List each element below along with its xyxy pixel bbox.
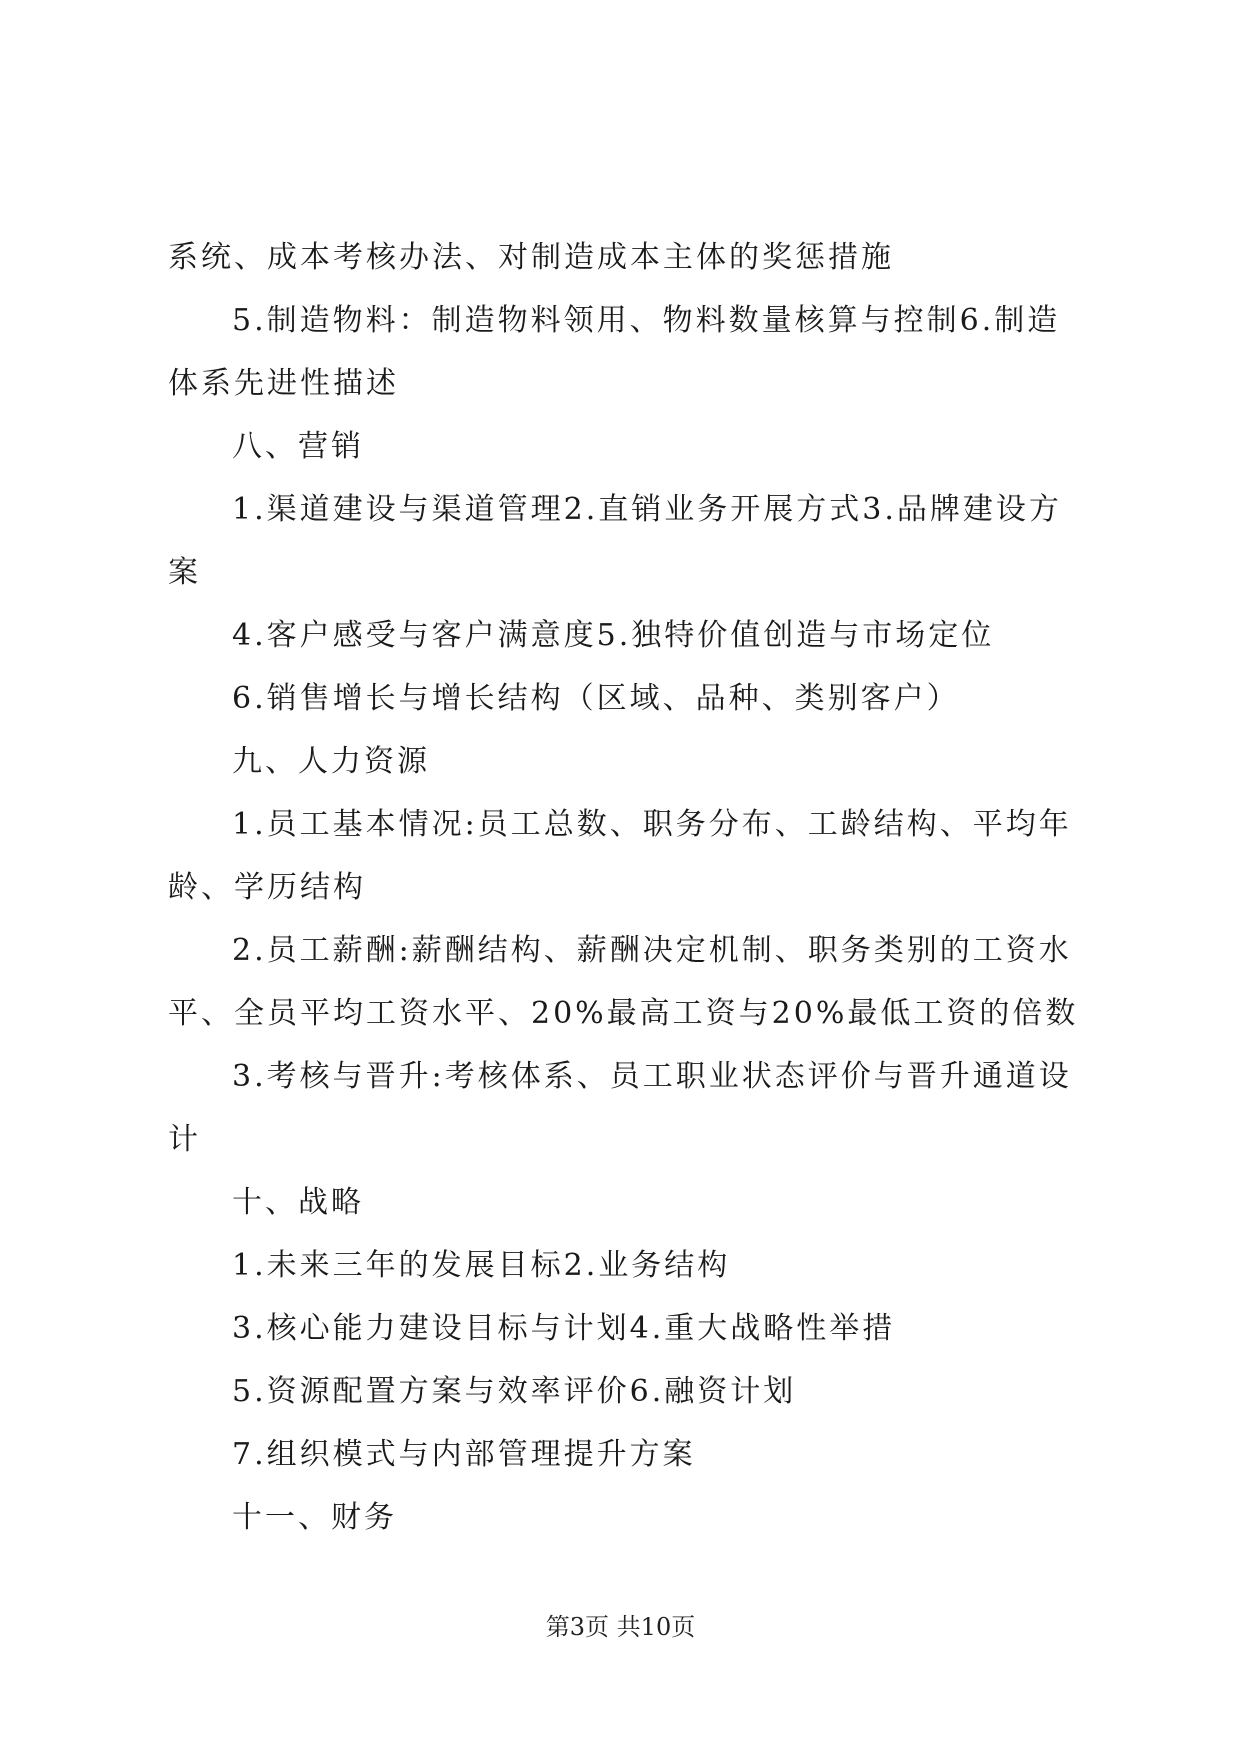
body-text-line: 7.组织模式与内部管理提升方案 [232, 1437, 696, 1472]
section-heading: 八、营销 [232, 429, 364, 464]
body-text-line: 5.制造物料：制造物料领用、物料数量核算与控制6.制造 [232, 303, 1061, 338]
body-text-line: 1.员工基本情况:员工总数、职务分布、工龄结构、平均年 [232, 807, 1072, 842]
body-text-line: 系统、成本考核办法、对制造成本主体的奖惩措施 [168, 240, 894, 275]
section-heading: 九、人力资源 [232, 744, 430, 779]
page-footer: 第3页 共10页 [545, 1613, 696, 1641]
body-text-line: 6.销售增长与增长结构（区域、品种、类别客户） [232, 681, 960, 716]
body-text-line: 龄、学历结构 [168, 870, 366, 905]
body-text-line: 1.未来三年的发展目标2.业务结构 [232, 1248, 731, 1283]
body-text-line: 3.核心能力建设目标与计划4.重大战略性举措 [232, 1311, 896, 1346]
section-heading: 十、战略 [232, 1185, 364, 1220]
body-text-line: 3.考核与晋升:考核体系、员工职业状态评价与晋升通道设 [232, 1059, 1072, 1094]
body-text-line: 平、全员平均工资水平、20%最高工资与20%最低工资的倍数 [168, 996, 1079, 1031]
body-text-line: 1.渠道建设与渠道管理2.直销业务开展方式3.品牌建设方 [232, 492, 1062, 527]
body-text-line: 2.员工薪酬:薪酬结构、薪酬决定机制、职务类别的工资水 [232, 933, 1072, 968]
body-text-line: 5.资源配置方案与效率评价6.融资计划 [232, 1374, 797, 1409]
body-text-line: 计 [168, 1122, 201, 1157]
section-heading: 十一、财务 [232, 1500, 397, 1535]
body-text-line: 案 [168, 555, 201, 590]
body-text-line: 体系先进性描述 [168, 366, 399, 401]
body-text-line: 4.客户感受与客户满意度5.独特价值创造与市场定位 [232, 618, 995, 653]
